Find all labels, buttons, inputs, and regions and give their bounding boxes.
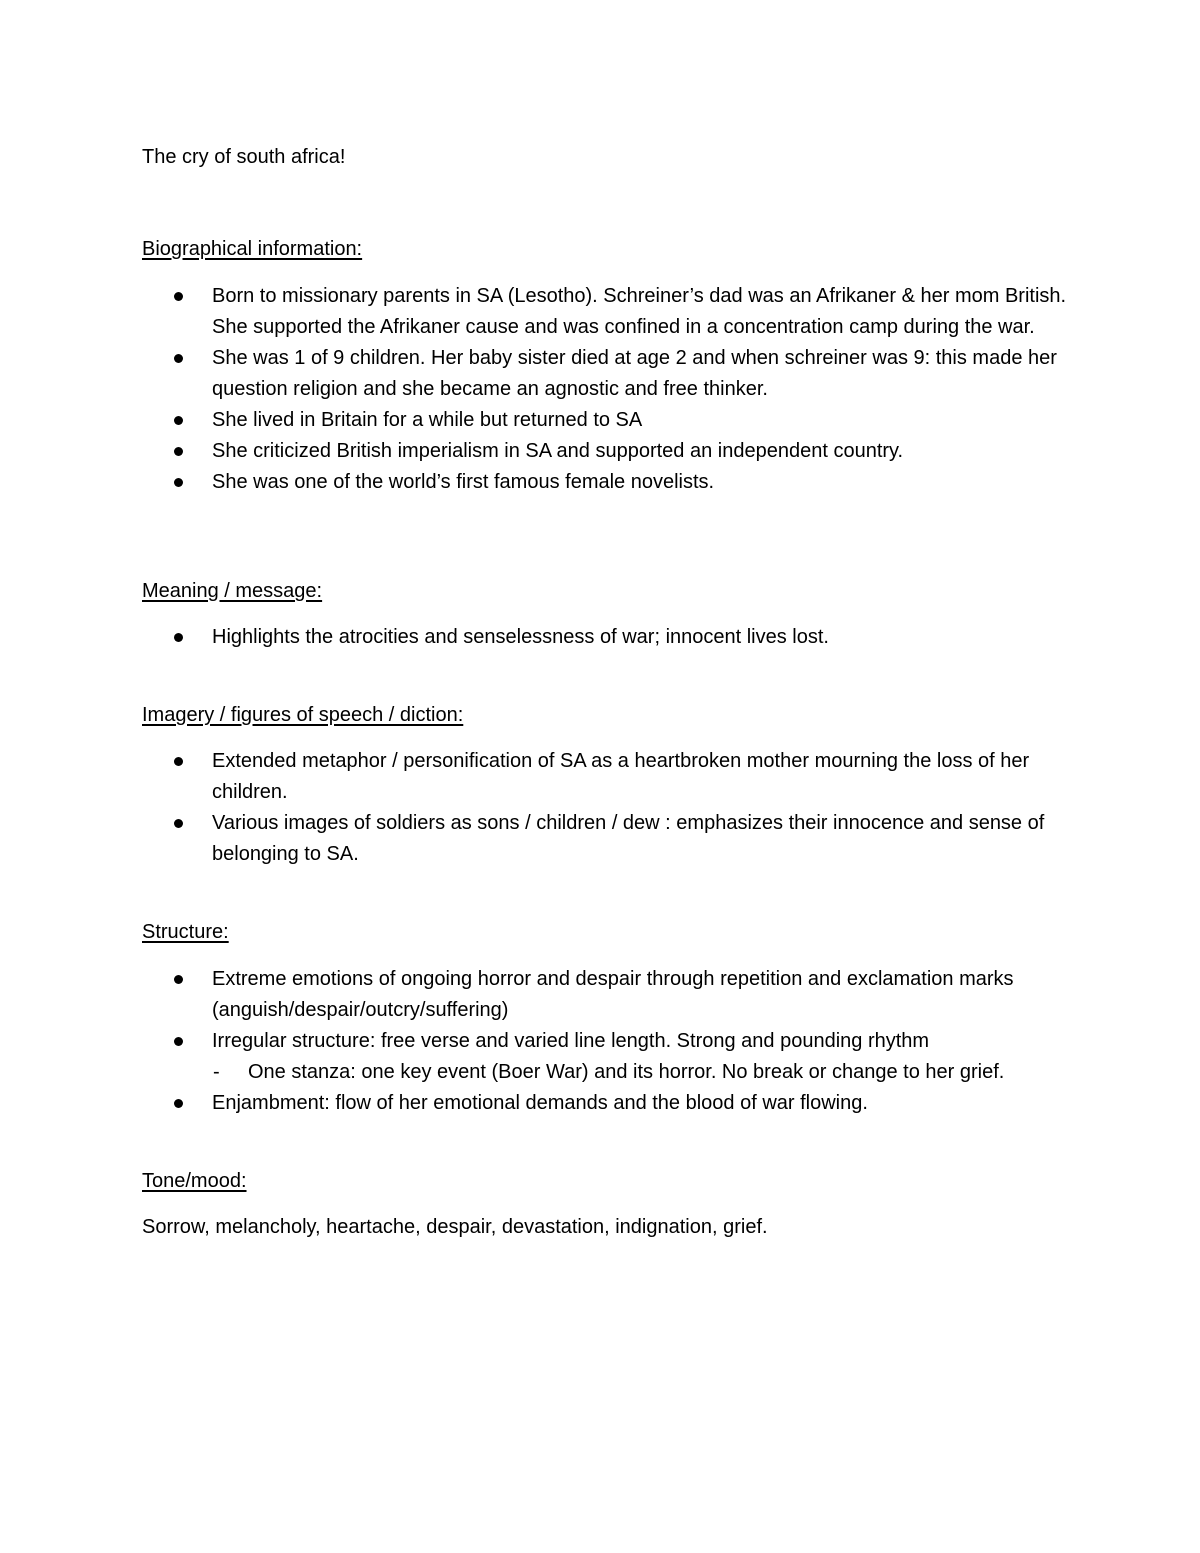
heading-biographical: Biographical information: bbox=[142, 238, 363, 260]
bio-item-text: She was one of the world’s first famous female novelists. bbox=[212, 471, 715, 493]
bullet-icon bbox=[174, 478, 183, 487]
bio-item-text: She criticized British imperialism in SA and supported an independent country. bbox=[212, 440, 904, 462]
meaning-item-text: Highlights the atrocities and senselessness of war; innocent lives lost. bbox=[212, 626, 829, 648]
imagery-item-text: Various images of soldiers as sons / children / dew : emphasizes their innocence and sense of belonging to SA. bbox=[212, 812, 1045, 865]
bullet-icon bbox=[174, 633, 183, 642]
bullet-icon bbox=[174, 975, 183, 984]
imagery-list bbox=[0, 746, 1092, 870]
meaning-list bbox=[0, 622, 1092, 653]
list-item bbox=[0, 964, 1092, 1026]
list-item bbox=[0, 622, 1092, 653]
heading-structure: Structure: bbox=[142, 921, 229, 943]
bullet-icon bbox=[174, 292, 183, 301]
list-item bbox=[0, 405, 1092, 436]
sub-list-item bbox=[0, 1057, 1108, 1088]
bullet-icon bbox=[174, 354, 183, 363]
document-title: The cry of south africa! bbox=[142, 146, 346, 168]
heading-imagery: Imagery / figures of speech / diction: bbox=[142, 704, 464, 726]
list-item bbox=[0, 808, 1092, 870]
heading-tone: Tone/mood: bbox=[142, 1170, 247, 1192]
bio-item-text: Born to missionary parents in SA (Lesotho). Schreiner’s dad was an Afrikaner & her mom British. She supported the Afrikaner cause and was confined in a concentration camp during the war. bbox=[212, 285, 1067, 338]
tone-text: Sorrow, melancholy, heartache, despair, devastation, indignation, grief. bbox=[142, 1216, 768, 1238]
dash-marker: - bbox=[213, 1061, 220, 1083]
list-item bbox=[0, 343, 1092, 405]
bullet-icon bbox=[174, 819, 183, 828]
list-item bbox=[0, 746, 1092, 808]
bio-list bbox=[0, 281, 1092, 498]
list-item bbox=[0, 281, 1092, 343]
structure-sub-item-text: One stanza: one key event (Boer War) and its horror. No break or change to her grief. bbox=[248, 1061, 1005, 1083]
bullet-icon bbox=[174, 1099, 183, 1108]
list-item bbox=[0, 1026, 1092, 1057]
structure-item-text: Enjambment: flow of her emotional demands and the blood of war flowing. bbox=[212, 1092, 868, 1114]
structure-item-text: Extreme emotions of ongoing horror and despair through repetition and exclamation marks (anguish/despair/outcry/suffering) bbox=[212, 968, 1014, 1021]
list-item bbox=[0, 436, 1092, 467]
bullet-icon bbox=[174, 757, 183, 766]
list-item bbox=[0, 467, 1092, 498]
structure-list bbox=[0, 964, 1108, 1119]
bullet-icon bbox=[174, 1037, 183, 1046]
heading-meaning: Meaning / message: bbox=[142, 580, 323, 602]
bio-item-text: She lived in Britain for a while but returned to SA bbox=[212, 409, 643, 431]
bio-item-text: She was 1 of 9 children. Her baby sister died at age 2 and when schreiner was 9: this made her question religion and she became an agnostic and free thinker. bbox=[212, 347, 1057, 400]
structure-item-text: Irregular structure: free verse and varied line length. Strong and pounding rhythm bbox=[212, 1030, 930, 1052]
list-item bbox=[0, 1088, 1092, 1119]
bullet-icon bbox=[174, 447, 183, 456]
bullet-icon bbox=[174, 416, 183, 425]
imagery-item-text: Extended metaphor / personification of SA as a heartbroken mother mourning the loss of her children. bbox=[212, 750, 1030, 803]
